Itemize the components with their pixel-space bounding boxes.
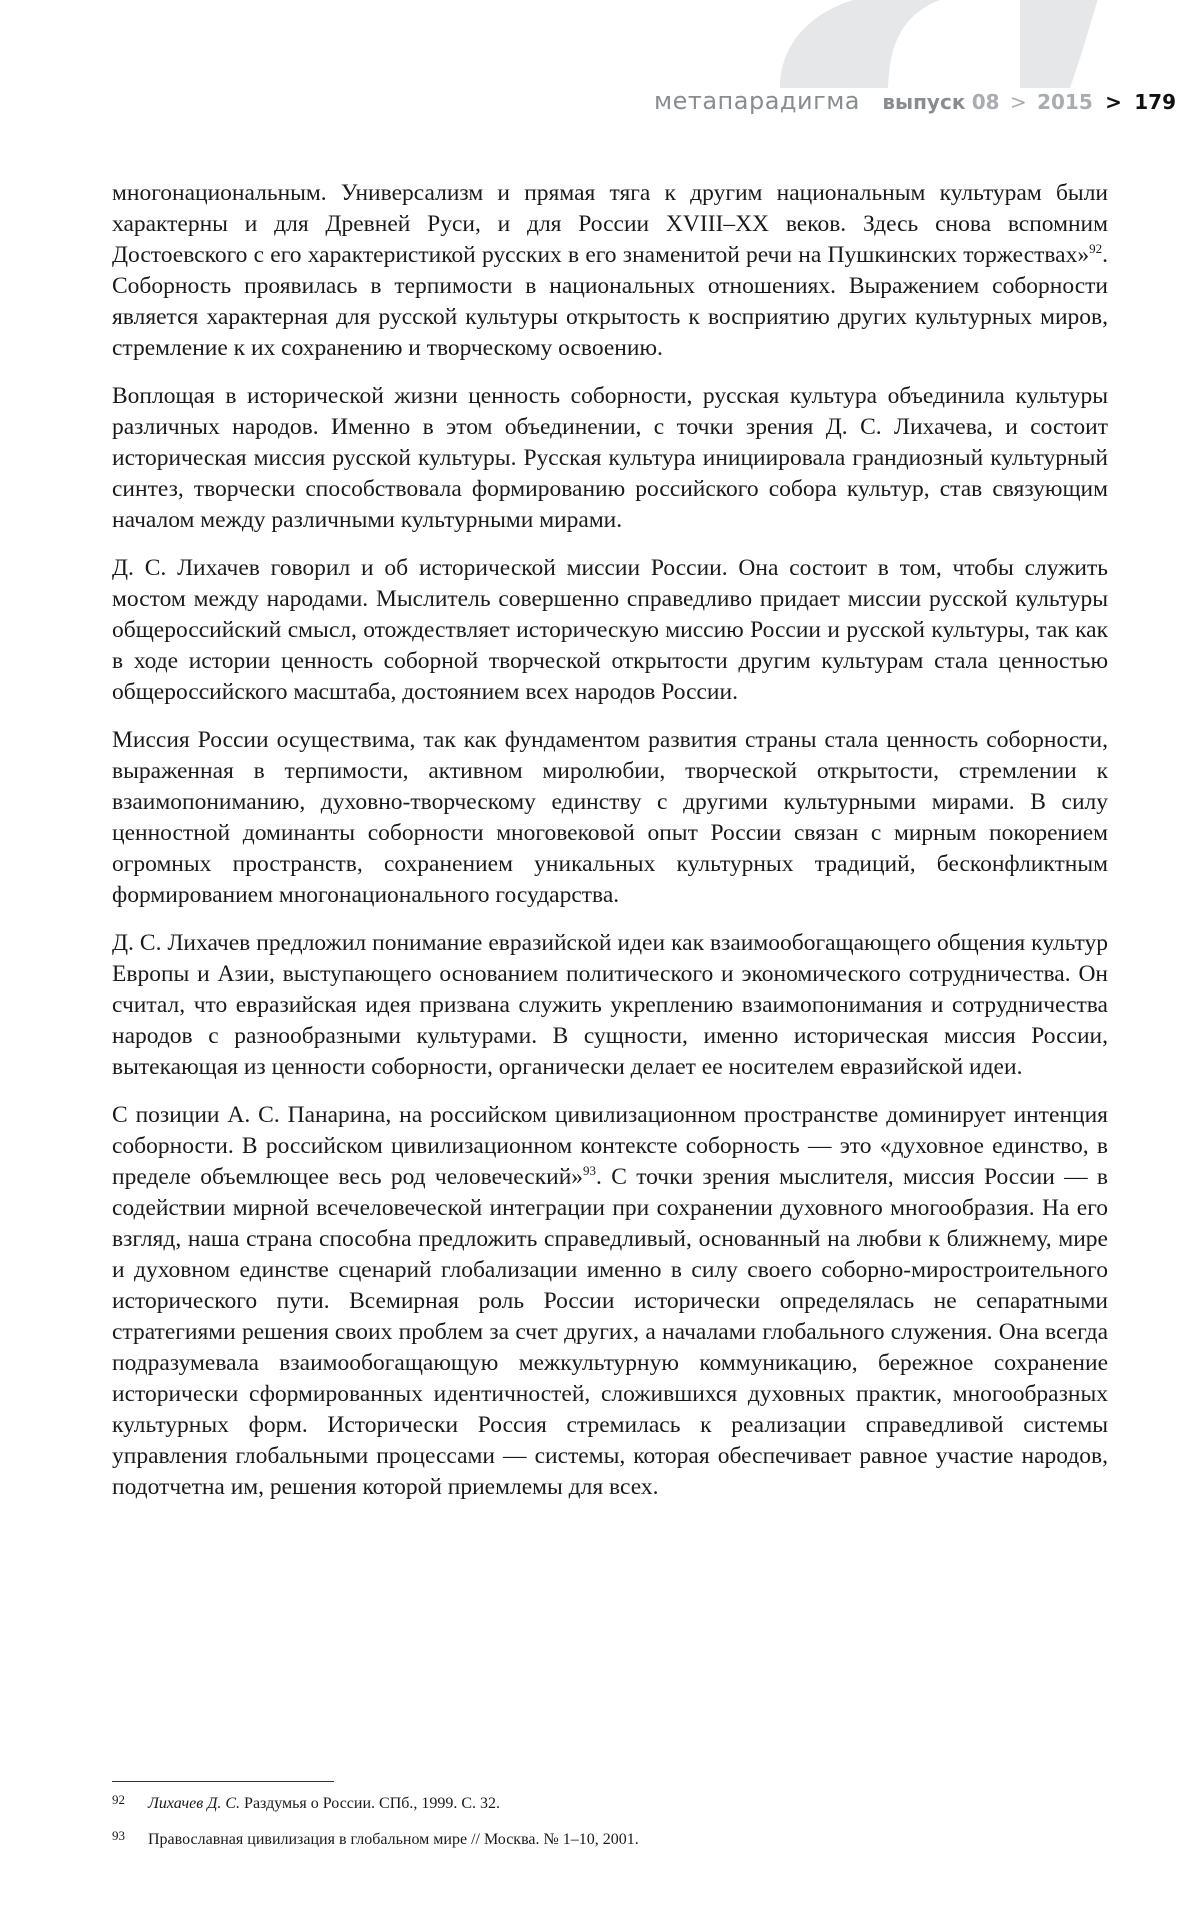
footnote-author: Лихачев Д. С. (148, 1795, 241, 1812)
paragraph-1: многонациональным. Универсализм и прямая тяга к другим национальным культурам были характерны и для Древней Руси, и для России XVIII–XX веков. Здесь снова вспомним Достоевского с его характеристикой русских в его знаменитой речи на Пушкинских торжествах»$^{92}$. Соборность проявилась в терпимости в национальных отношениях. Выражением соборности является характерная для русской культуры открытость к восприятию других культурных миров, стремление к их сохранению и творческому освоению. (112, 180, 1108, 361)
header-arrow: > (1105, 90, 1122, 114)
footnote-item (112, 1793, 1108, 1815)
footnote-number: 93 (112, 1828, 125, 1843)
issue-year: 2015 (1037, 90, 1093, 114)
footnote-divider (112, 1781, 334, 1782)
header-decoration-shape (770, 0, 1110, 88)
journal-title: метапарадигма (654, 87, 861, 115)
running-header (654, 88, 1176, 115)
footnote-text: Православная цивилизация в глобальном мире // Москва. № 1–10, 2001. (148, 1831, 639, 1848)
footnotes (112, 1793, 1108, 1865)
footnote-item (112, 1829, 1108, 1851)
paragraph-2: Воплощая в исторической жизни ценность соборности, русская культура объединила культуры различных народов. Именно в этом объединении, с точки зрения Д. С. Лихачева, и состоит историческая миссия русской культуры. Русская культура инициировала грандиозный культурный синтез, творчески способствовала формированию российского собора культур, став связующим началом между различными культурными мирами. (112, 383, 1108, 533)
article-body (112, 178, 1108, 1520)
footnote-text: Раздумья о России. СПб., 1999. С. 32. (240, 1795, 501, 1812)
issue-label: выпуск (882, 90, 966, 114)
page-number: 179 (1134, 90, 1176, 114)
issue-number: 08 (971, 90, 1000, 114)
footnote-ref-92[interactable]: 92 (1089, 241, 1103, 257)
paragraph-5: Д. С. Лихачев предложил понимание евразийской идеи как взаимообогащающего общения культур Европы и Азии, выступающего основанием политического и экономического сотрудничества. Он считал, что евразийская идея призвана служить укреплению взаимопонимания и сотрудничества народов с разнообразными культурами. В сущности, именно историческая миссия России, вытекающая из ценности соборности, органически делает ее носителем евразийской идеи. (112, 930, 1108, 1080)
paragraph-3: Д. С. Лихачев говорил и об исторической миссии России. Она состоит в том, чтобы служить мостом между народами. Мыслитель совершенно справедливо придает миссии русской культуры общероссийский смысл, отождествляет историческую миссию России и русской культуры, так как в ходе истории ценность соборной творческой открытости другим культурам стала ценностью общероссийского масштаба, достоянием всех народов России. (112, 555, 1108, 705)
header-separator: > (1009, 90, 1027, 114)
paragraph-4: Миссия России осуществима, так как фундаментом развития страны стала ценность соборности, выраженная в терпимости, активном миролюбии, творческой открытости, стремлении к взаимопониманию, духовно-творческому единству с другими культурными мирами. В силу ценностной доминанты соборности многовековой опыт России связан с мирным покорением огромных пространств, сохранением уникальных культурных традиций, бесконфликтным формированием многонационального государства. (112, 727, 1108, 908)
paragraph-6: С позиции А. С. Панарина, на российском цивилизационном пространстве доминирует интенция соборности. В российском цивилизационном контексте соборность — это «духовное единство, в пределе объемлющее весь род человеческий»$^{93}$. С точки зрения мыслителя, миссия России — в содействии мирной всечеловеческой интеграции при сохранении духовного многообразия. На его взгляд, наша страна способна предложить справедливый, основанный на любви к ближнему, мире и духовном единстве сценарий глобализации именно в силу своего соборно-миростроительного исторического пути. Всемирная роль России исторически определялась не сепаратными стратегиями решения своих проблем за счет других, а началами глобального служения. Она всегда подразумевала взаимообогащающую межкультурную коммуникацию, бережное сохранение исторически сформированных идентичностей, сложившихся духовных практик, многообразных культурных форм. Исторически Россия стремилась к реализации справедливой системы управления глобальными процессами — системы, которая обеспечивает равное участие народов, подотчетна им, решения которой приемлемы для всех. (112, 1102, 1108, 1500)
footnote-ref-93[interactable]: 93 (583, 1163, 597, 1179)
footnote-number: 92 (112, 1792, 125, 1807)
